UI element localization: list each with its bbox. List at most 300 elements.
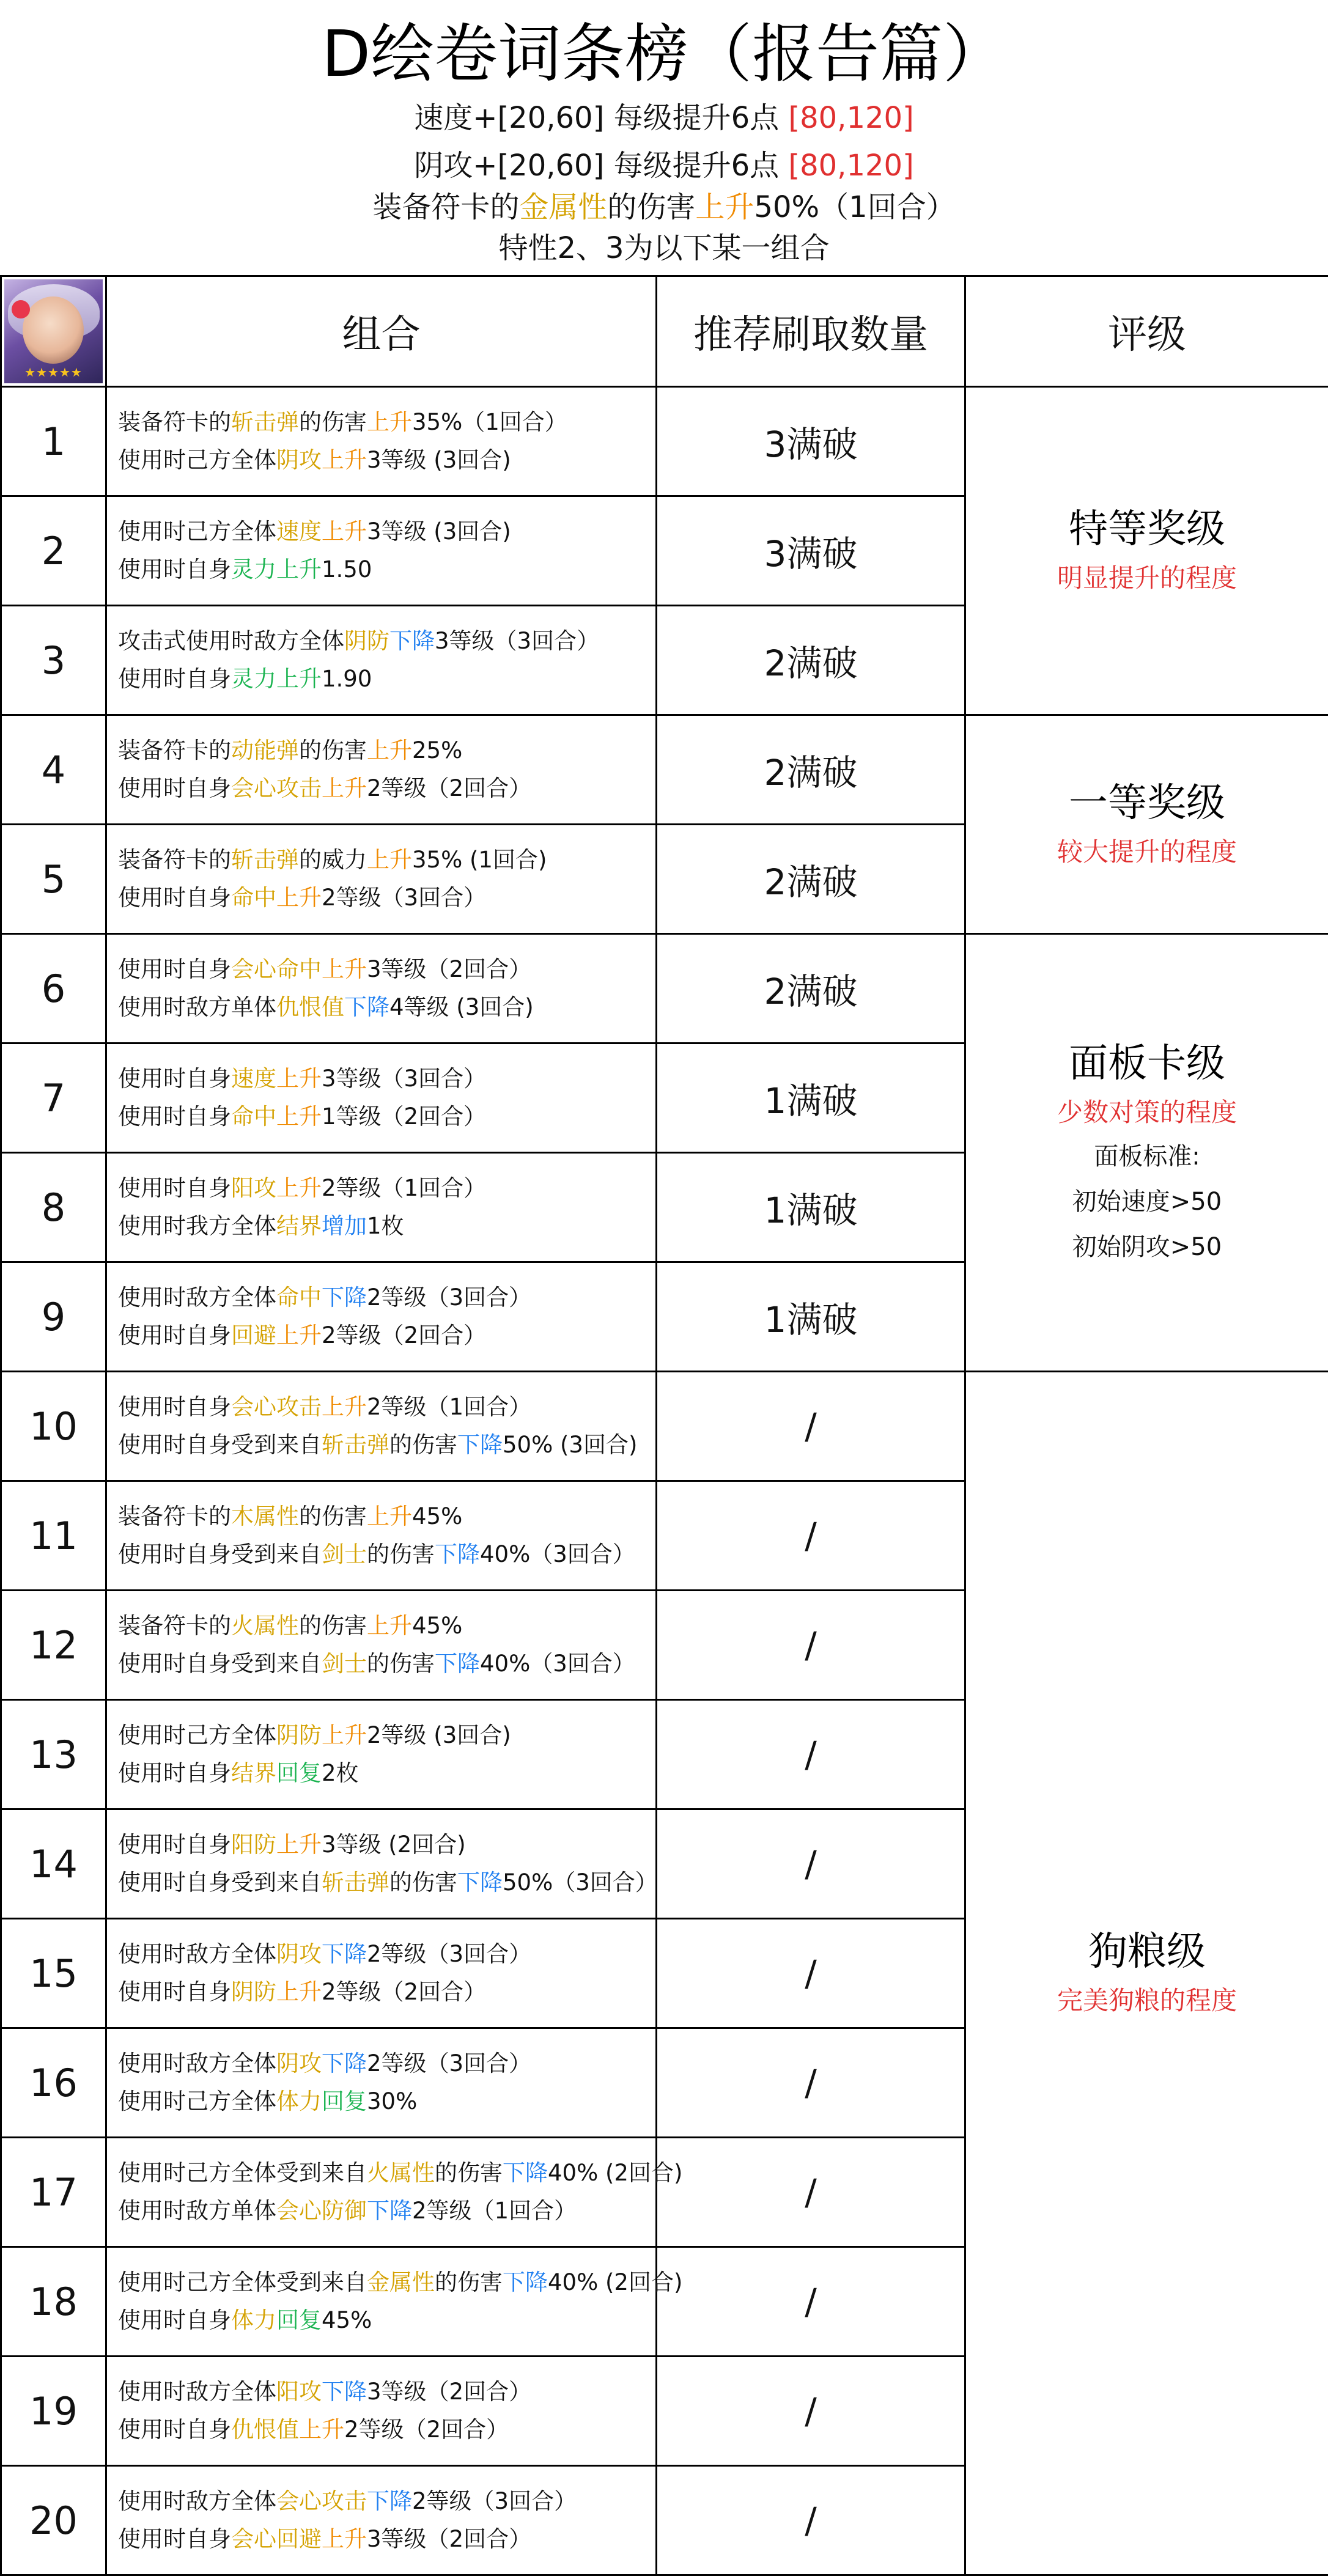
grade-cell [965, 1372, 1328, 2575]
combo-segment: 上升 [322, 447, 367, 473]
combo-segment: 40%（3回合） [480, 1541, 635, 1567]
row-number: 15 [1, 1919, 106, 2028]
combo-segment: 回避 [231, 1322, 276, 1349]
combo-line [118, 2411, 655, 2449]
combo-segment: 2等级 (3回合) [367, 1722, 511, 1748]
row-number: 12 [1, 1591, 106, 1700]
page-header [0, 0, 1328, 275]
combo-segment: 的伤害 [299, 409, 367, 435]
combo-segment: 会心回避 [231, 2526, 322, 2552]
combo-segment: 上升 [322, 1394, 367, 1420]
combo-line [118, 1645, 655, 1683]
grade-note: 初始阴攻>50 [966, 1224, 1328, 1270]
grade-cell [965, 387, 1328, 715]
recommended-count: / [657, 1481, 965, 1591]
combo-line [118, 879, 655, 917]
combo-segment: 下降 [367, 2488, 412, 2514]
combo-segment: 下降 [322, 1941, 367, 1967]
grade-title: 一等奖级 [966, 776, 1328, 831]
combo-segment: 下降 [503, 2269, 548, 2295]
combo-segment: 阳防 [231, 1831, 276, 1858]
combo-segment: 40% (2回合) [548, 2160, 682, 2186]
combo-segment: 速度 [231, 1065, 276, 1092]
combo-line [118, 841, 655, 879]
combo-segment: 斩击弹 [322, 1432, 389, 1458]
ranking-table [0, 275, 1328, 2576]
combo-segment: 阴防 [231, 1979, 276, 2005]
combo-segment: 剑士 [322, 1650, 367, 1677]
combo-line [118, 2192, 655, 2230]
combo-line [118, 1717, 655, 1754]
combo-segment: 阳攻 [231, 1175, 276, 1201]
combo-segment: 3等级 (2回合) [322, 1831, 466, 1858]
combo-segment: 装备符卡的 [118, 1613, 231, 1639]
combo-segment: 30% [367, 2088, 417, 2114]
combo-segment: 下降 [389, 628, 435, 654]
combo-line [118, 2264, 655, 2302]
combo-segment: 2等级（3回合） [367, 2050, 531, 2077]
recommended-count: / [657, 2138, 965, 2247]
combo-segment: 上升 [322, 2526, 367, 2552]
combo-segment: 下降 [503, 2160, 548, 2186]
recommended-count: / [657, 1372, 965, 1481]
table-row [1, 934, 1328, 1043]
combo-segment: 火属性 [367, 2160, 435, 2186]
combo-line [118, 1826, 655, 1864]
combo-line [118, 1060, 655, 1098]
combo-segment: 仇恨值 [276, 994, 344, 1020]
combo-segment: 3等级（2回合） [367, 956, 531, 982]
combo-segment: 下降 [457, 1869, 503, 1896]
combo-description [106, 1043, 657, 1153]
combo-segment: 的伤害 [367, 1650, 435, 1677]
combo-segment: 使用时自身 [118, 775, 231, 801]
combo-segment: 35%（1回合） [412, 409, 567, 435]
row-number: 9 [1, 1262, 106, 1372]
combo-segment: 结界 [231, 1760, 276, 1786]
grade-cell [965, 715, 1328, 934]
combo-segment: 体力 [276, 2088, 322, 2114]
combo-segment: 速度 [276, 518, 322, 545]
combo-line [118, 2045, 655, 2083]
combo-segment: 使用时自身 [118, 885, 231, 911]
combo-segment: 使用时自身 [118, 1065, 231, 1092]
row-number: 4 [1, 715, 106, 825]
combo-segment: 1.50 [322, 556, 372, 583]
speed-range-line: 速度+[20,60] 每级提升6点 [80,120] [0, 98, 1328, 138]
row-number: 7 [1, 1043, 106, 1153]
combo-segment: 2等级（3回合） [367, 1941, 531, 1967]
combo-description [106, 1919, 657, 2028]
combo-line [118, 403, 655, 441]
combo-description [106, 2247, 657, 2357]
combo-line [118, 1754, 655, 1792]
combo-line [118, 1098, 655, 1136]
combo-line [118, 1864, 655, 1902]
combo-segment: 使用时自身 [118, 1322, 231, 1349]
recommended-count: / [657, 1919, 965, 2028]
combo-description [106, 1372, 657, 1481]
combo-segment: 3等级（2回合） [367, 2379, 531, 2405]
combo-segment: 会心攻击 [276, 2488, 367, 2514]
combo-segment: 使用时自身 [118, 1979, 231, 2005]
combo-segment: 2等级（3回合） [412, 2488, 577, 2514]
combo-segment: 3等级 (3回合) [367, 447, 511, 473]
recommended-count: 2满破 [657, 606, 965, 715]
combo-segment: 上升 [367, 1503, 412, 1529]
combo-segment: 2等级（2回合） [322, 1322, 486, 1349]
combo-segment: 的伤害 [435, 2269, 503, 2295]
combo-segment: 斩击弹 [322, 1869, 389, 1896]
recommended-count: 3满破 [657, 496, 965, 606]
combo-segment: 使用时己方全体受到来自 [118, 2269, 367, 2295]
combo-segment: 上升 [276, 1103, 322, 1130]
row-number: 5 [1, 825, 106, 934]
combo-segment: 下降 [322, 1284, 367, 1311]
combo-line [118, 1498, 655, 1536]
recommended-count: / [657, 1591, 965, 1700]
combo-segment: 2等级（1回合） [412, 2198, 577, 2224]
combo-line [118, 1935, 655, 1973]
recommended-count: / [657, 2028, 965, 2138]
combo-segment: 1.90 [322, 666, 372, 692]
fixed-effect-line: 装备符卡的金属性的伤害上升50%（1回合） [0, 187, 1328, 227]
combo-segment: 40%（3回合） [480, 1650, 635, 1677]
combo-segment: 的伤害 [389, 1432, 457, 1458]
trait-note-line: 特性2、3为以下某一组合 [0, 228, 1328, 268]
combo-segment: 的伤害 [389, 1869, 457, 1896]
combo-segment: 阴防 [276, 1722, 322, 1748]
combo-segment: 体力 [231, 2307, 276, 2333]
combo-segment: 下降 [367, 2198, 412, 2224]
combo-segment: 仇恨值 [231, 2416, 299, 2443]
combo-segment: 2等级（2回合） [322, 1979, 486, 2005]
combo-line [118, 2083, 655, 2121]
combo-segment: 2等级（3回合） [367, 1284, 531, 1311]
combo-description [106, 606, 657, 715]
row-number: 10 [1, 1372, 106, 1481]
combo-segment: 会心防御 [276, 2198, 367, 2224]
combo-description [106, 2028, 657, 2138]
combo-description [106, 2138, 657, 2247]
combo-segment: 35% (1回合) [412, 847, 547, 873]
recommended-count: 2满破 [657, 715, 965, 825]
combo-segment: 上升 [322, 956, 367, 982]
yin-attack-range-line: 阴攻+[20,60] 每级提升6点 [80,120] [0, 145, 1328, 186]
combo-segment: 使用时己方全体受到来自 [118, 2160, 367, 2186]
recommended-count: / [657, 2466, 965, 2575]
combo-segment: 上升 [322, 1722, 367, 1748]
combo-segment: 2等级（2回合） [367, 775, 531, 801]
row-number: 3 [1, 606, 106, 715]
grade-subtitle: 完美狗粮的程度 [966, 1979, 1328, 2022]
combo-segment: 阴攻 [276, 1941, 322, 1967]
combo-description [106, 2466, 657, 2575]
combo-line [118, 441, 655, 479]
combo-segment: 45% [322, 2307, 372, 2333]
combo-line [118, 1388, 655, 1426]
combo-segment: 2等级（1回合） [367, 1394, 531, 1420]
combo-line [118, 660, 655, 698]
combo-segment: 使用时己方全体 [118, 447, 276, 473]
row-number: 14 [1, 1809, 106, 1919]
recommended-count: 2满破 [657, 825, 965, 934]
header-grade: 评级 [965, 276, 1328, 387]
combo-segment: 使用时自身 [118, 666, 231, 692]
table-row [1, 715, 1328, 825]
combo-segment: 2等级（2回合） [344, 2416, 509, 2443]
combo-segment: 的伤害 [367, 1541, 435, 1567]
combo-segment: 装备符卡的 [118, 409, 231, 435]
combo-segment: 上升 [367, 1613, 412, 1639]
recommended-count: 3满破 [657, 387, 965, 496]
grade-title: 面板卡级 [966, 1036, 1328, 1091]
combo-segment: 45% [412, 1503, 462, 1529]
recommended-count: / [657, 2247, 965, 2357]
combo-segment: 木属性 [231, 1503, 299, 1529]
combo-segment: 的伤害 [299, 1613, 367, 1639]
combo-line [118, 1973, 655, 2011]
character-avatar [1, 276, 106, 387]
combo-segment: 使用时自身受到来自 [118, 1432, 322, 1458]
combo-segment: 会心攻击 [231, 775, 322, 801]
recommended-count: / [657, 2357, 965, 2466]
recommended-count: 1满破 [657, 1153, 965, 1262]
combo-segment: 50% (3回合) [503, 1432, 637, 1458]
combo-segment: 命中 [276, 1284, 322, 1311]
combo-segment: 50%（3回合） [503, 1869, 658, 1896]
grade-subtitle: 明显提升的程度 [966, 557, 1328, 600]
grade-title: 狗粮级 [966, 1924, 1328, 1979]
combo-line [118, 2302, 655, 2339]
combo-segment: 3等级（2回合） [367, 2526, 531, 2552]
combo-segment: 使用时敌方全体 [118, 2050, 276, 2077]
row-number: 17 [1, 2138, 106, 2247]
table-row [1, 1372, 1328, 1481]
combo-segment: 2枚 [322, 1760, 359, 1786]
combo-segment: 阴攻 [276, 447, 322, 473]
row-number: 16 [1, 2028, 106, 2138]
combo-line [118, 732, 655, 770]
combo-segment: 阳攻 [276, 2379, 322, 2405]
combo-segment: 上升 [276, 1831, 322, 1858]
row-number: 1 [1, 387, 106, 496]
combo-segment: 回复 [276, 1760, 322, 1786]
combo-segment: 使用时敌方单体 [118, 2198, 276, 2224]
row-number: 6 [1, 934, 106, 1043]
combo-segment: 结界 [276, 1213, 322, 1239]
combo-segment: 下降 [457, 1432, 503, 1458]
combo-segment: 使用时自身受到来自 [118, 1869, 322, 1896]
combo-segment: 使用时自身受到来自 [118, 1650, 322, 1677]
combo-segment: 攻击式使用时敌方全体 [118, 628, 344, 654]
combo-segment: 会心攻击 [231, 1394, 322, 1420]
row-number: 11 [1, 1481, 106, 1591]
grade-cell [965, 934, 1328, 1372]
combo-segment: 使用时自身 [118, 1175, 231, 1201]
combo-segment: 使用时我方全体 [118, 1213, 276, 1239]
combo-description [106, 715, 657, 825]
combo-description [106, 1262, 657, 1372]
combo-segment: 上升 [276, 556, 322, 583]
combo-segment: 装备符卡的 [118, 1503, 231, 1529]
combo-segment: 火属性 [231, 1613, 299, 1639]
combo-segment: 使用时敌方单体 [118, 994, 276, 1020]
grade-title: 特等奖级 [966, 502, 1328, 557]
combo-segment: 使用时敌方全体 [118, 2379, 276, 2405]
combo-segment: 的伤害 [299, 1503, 367, 1529]
combo-segment: 回复 [322, 2088, 367, 2114]
combo-line [118, 988, 655, 1026]
combo-segment: 阴防 [344, 628, 389, 654]
grade-subtitle: 少数对策的程度 [966, 1091, 1328, 1134]
page-title: D绘卷词条榜（报告篇） [0, 11, 1328, 97]
combo-description [106, 934, 657, 1043]
combo-description [106, 1591, 657, 1700]
combo-segment: 会心命中 [231, 956, 322, 982]
recommended-count: / [657, 1700, 965, 1809]
combo-description [106, 1700, 657, 1809]
combo-segment: 上升 [322, 775, 367, 801]
combo-segment: 使用时敌方全体 [118, 1941, 276, 1967]
combo-segment: 上升 [367, 409, 412, 435]
combo-segment: 上升 [367, 847, 412, 873]
combo-segment: 使用时自身 [118, 1760, 231, 1786]
combo-segment: 4等级 (3回合) [389, 994, 534, 1020]
combo-segment: 灵力 [231, 666, 276, 692]
combo-segment: 使用时自身 [118, 956, 231, 982]
combo-line [118, 2373, 655, 2411]
combo-description [106, 2357, 657, 2466]
table-header-row [1, 276, 1328, 387]
combo-segment: 2等级（1回合） [322, 1175, 486, 1201]
combo-segment: 使用时自身 [118, 2526, 231, 2552]
combo-segment: 装备符卡的 [118, 847, 231, 873]
combo-segment: 25% [412, 737, 462, 764]
rarity-stars: ★★★★★ [4, 365, 103, 380]
row-number: 20 [1, 2466, 106, 2575]
combo-segment: 装备符卡的 [118, 737, 231, 764]
combo-segment: 上升 [299, 2416, 344, 2443]
combo-line [118, 2482, 655, 2520]
combo-segment: 回复 [276, 2307, 322, 2333]
combo-line [118, 1607, 655, 1645]
grade-subtitle: 较大提升的程度 [966, 831, 1328, 874]
combo-segment: 使用时自身 [118, 1103, 231, 1130]
combo-segment: 使用时敌方全体 [118, 2488, 276, 2514]
combo-segment: 使用时自身 [118, 2307, 231, 2333]
combo-segment: 下降 [344, 994, 389, 1020]
combo-line [118, 1536, 655, 1573]
combo-segment: 使用时自身 [118, 2416, 231, 2443]
combo-line [118, 513, 655, 551]
combo-segment: 使用时自身 [118, 1394, 231, 1420]
combo-segment: 上升 [276, 1322, 322, 1349]
combo-segment: 使用时自身受到来自 [118, 1541, 322, 1567]
row-number: 19 [1, 2357, 106, 2466]
combo-segment: 1枚 [367, 1213, 404, 1239]
combo-segment: 3等级（3回合） [435, 628, 599, 654]
combo-segment: 阴攻 [276, 2050, 322, 2077]
combo-line [118, 1317, 655, 1355]
combo-segment: 下降 [322, 2379, 367, 2405]
combo-segment: 的伤害 [299, 737, 367, 764]
combo-line [118, 1169, 655, 1207]
combo-segment: 上升 [276, 1065, 322, 1092]
combo-segment: 增加 [322, 1213, 367, 1239]
header-combo: 组合 [106, 276, 657, 387]
combo-segment: 金属性 [367, 2269, 435, 2295]
row-number: 13 [1, 1700, 106, 1809]
combo-description [106, 825, 657, 934]
combo-segment: 上升 [276, 1979, 322, 2005]
combo-line [118, 2154, 655, 2192]
combo-segment: 1等级（2回合） [322, 1103, 486, 1130]
row-number: 18 [1, 2247, 106, 2357]
combo-description [106, 496, 657, 606]
recommended-count: 2满破 [657, 934, 965, 1043]
combo-segment: 斩击弹 [231, 409, 299, 435]
combo-line [118, 551, 655, 589]
header-recommended-count: 推荐刷取数量 [657, 276, 965, 387]
combo-segment: 的伤害 [435, 2160, 503, 2186]
combo-line [118, 770, 655, 808]
combo-segment: 使用时自身 [118, 1831, 231, 1858]
combo-segment: 使用时敌方全体 [118, 1284, 276, 1311]
recommended-count: / [657, 1809, 965, 1919]
combo-segment: 上升 [276, 885, 322, 911]
combo-segment: 命中 [231, 885, 276, 911]
combo-segment: 上升 [367, 737, 412, 764]
combo-segment: 剑士 [322, 1541, 367, 1567]
combo-line [118, 1207, 655, 1245]
grade-note: 面板标准: [966, 1134, 1328, 1179]
combo-segment: 斩击弹 [231, 847, 299, 873]
combo-segment: 3等级（3回合） [322, 1065, 486, 1092]
combo-line [118, 1279, 655, 1317]
combo-line [118, 2520, 655, 2558]
combo-description [106, 387, 657, 496]
combo-segment: 40% (2回合) [548, 2269, 682, 2295]
recommended-count: 1满破 [657, 1043, 965, 1153]
combo-segment: 下降 [322, 2050, 367, 2077]
combo-segment: 使用时自身 [118, 556, 231, 583]
grade-note: 初始速度>50 [966, 1179, 1328, 1224]
combo-segment: 使用时己方全体 [118, 518, 276, 545]
combo-line [118, 951, 655, 988]
row-number: 8 [1, 1153, 106, 1262]
row-number: 2 [1, 496, 106, 606]
recommended-count: 1满破 [657, 1262, 965, 1372]
combo-segment: 上升 [322, 518, 367, 545]
combo-segment: 上升 [276, 666, 322, 692]
combo-segment: 2等级（3回合） [322, 885, 486, 911]
combo-segment: 下降 [435, 1541, 480, 1567]
combo-line [118, 622, 655, 660]
combo-segment: 灵力 [231, 556, 276, 583]
combo-segment: 45% [412, 1613, 462, 1639]
combo-description [106, 1153, 657, 1262]
combo-segment: 命中 [231, 1103, 276, 1130]
combo-segment: 的威力 [299, 847, 367, 873]
combo-line [118, 1426, 655, 1464]
combo-segment: 3等级 (3回合) [367, 518, 511, 545]
combo-description [106, 1481, 657, 1591]
combo-segment: 动能弹 [231, 737, 299, 764]
table-row [1, 387, 1328, 496]
combo-segment: 使用时己方全体 [118, 1722, 276, 1748]
combo-segment: 下降 [435, 1650, 480, 1677]
